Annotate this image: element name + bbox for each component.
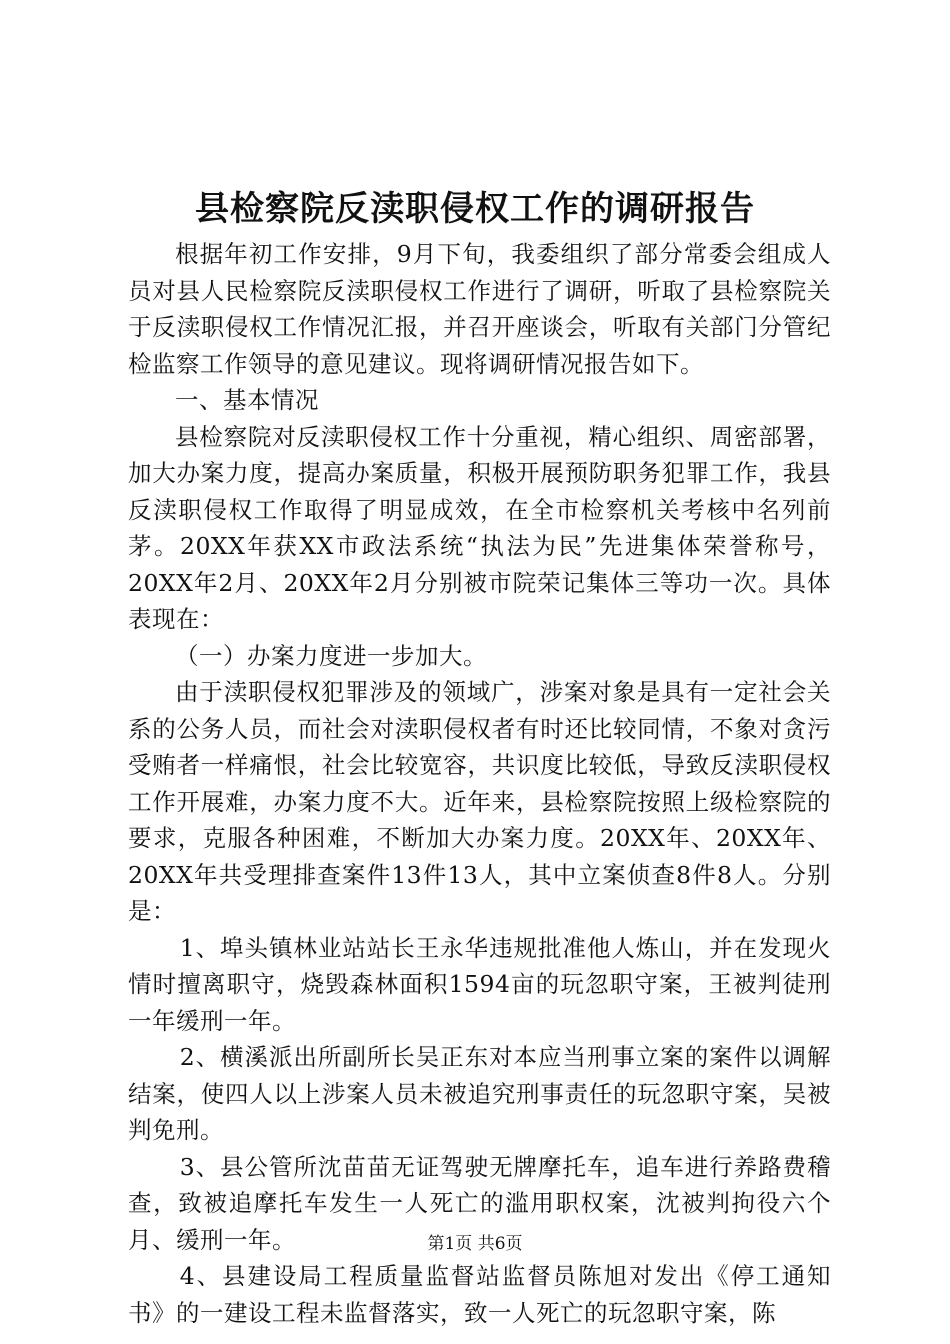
document-title: 县检察院反渎职侵权工作的调研报告: [195, 189, 755, 229]
intro-paragraph: 根据年初工作安排，9月下旬，我委组织了部分常委会组成人员对县人民检察院反渎职侵权工作进行了调研，听取了县检察院关于反渎职侵权工作情况汇报，并召开座谈会，听取有关部门分管纪检监察工作领导的意见建议。现将调研情况报告如下。: [128, 240, 831, 378]
page-number-footer: 第1页 共6页: [427, 1234, 523, 1254]
case-item-4: 4、县建设局工程质量监督站监督员陈旭对发出《停工通知书》的一建设工程未监督落实，致一人死亡的玩忽职守案，陈: [128, 1262, 831, 1327]
subsection-heading-case-handling: （一）办案力度进一步加大。: [175, 641, 487, 670]
case-handling-paragraph: 由于渎职侵权犯罪涉及的领域广，涉案对象是具有一定社会关系的公务人员，而社会对渎职侵权者有时还比较同情，不象对贪污受贿者一样痛恨，社会比较宽容，共识度比较低，导致反渎职侵权工作开展难，办案力度不大。近年来，县检察院按照上级检察院的要求，克服各种困难，不断加大办案力度。20XX年、20XX年、20XX年共受理排查案件13件13人，其中立案侦查8件8人。分别是：: [128, 678, 831, 925]
document-body: [128, 236, 831, 1331]
case-item-1: 1、埠头镇林业站站长王永华违规批准他人炼山，并在发现火情时擅离职守，烧毁森林面积1594亩的玩忽职守案，王被判徒刑一年缓刑一年。: [128, 933, 831, 1035]
section-heading-basic-situation: 一、基本情况: [175, 386, 319, 414]
basic-situation-paragraph: 县检察院对反渎职侵权工作十分重视，精心组织、周密部署，加大办案力度，提高办案质量，积极开展预防职务犯罪工作，我县反渎职侵权工作取得了明显成效，在全市检察机关考核中名列前茅。20XX年获XX市政法系统“执法为民”先进集体荣誉称号，20XX年2月、20XX年2月分别被市院荣记集体三等功一次。具体表现在：: [128, 422, 831, 633]
case-item-2: 2、横溪派出所副所长吴正东对本应当刑事立案的案件以调解结案，使四人以上涉案人员未被追究刑事责任的玩忽职守案，吴被判免刑。: [128, 1043, 831, 1144]
case-item-3: 3、县公管所沈苗苗无证驾驶无牌摩托车，追车进行养路费稽查，致被追摩托车发生一人死亡的滥用职权案，沈被判拘役六个月、缓刑一年。: [128, 1152, 831, 1254]
